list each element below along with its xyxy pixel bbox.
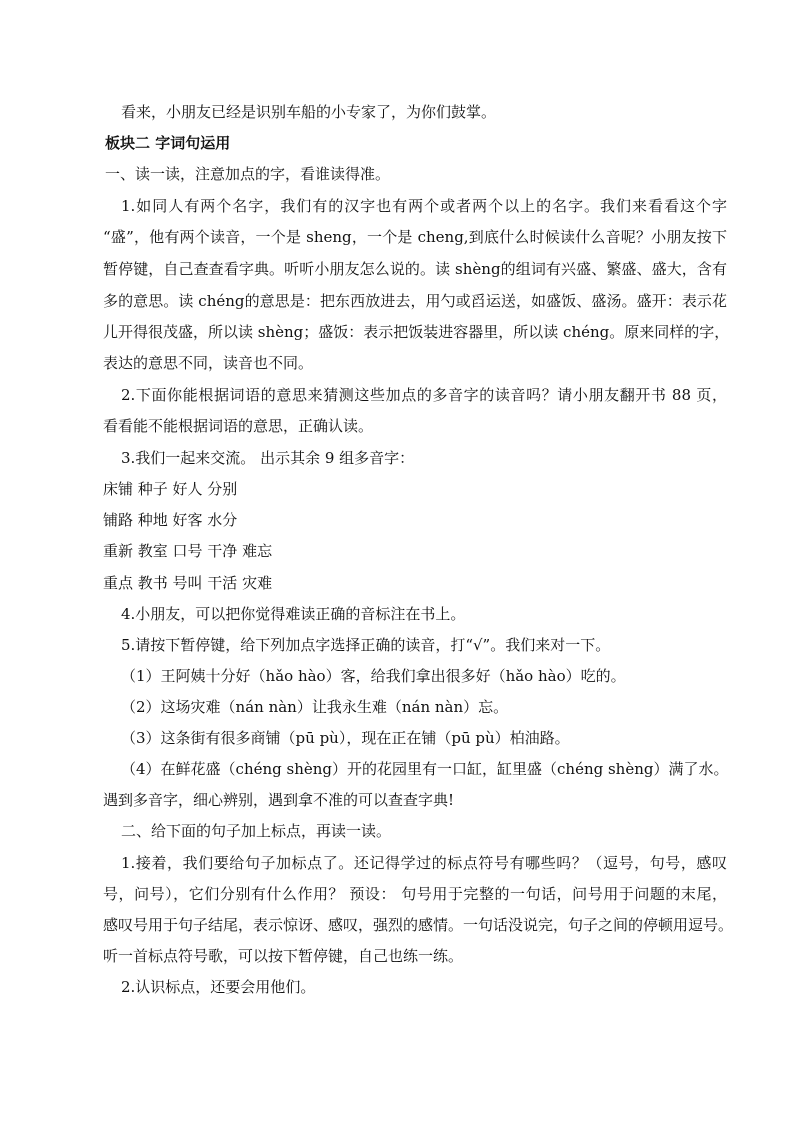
text-line: 4.小朋友，可以把你觉得难读正确的音标注在书上。 <box>121 605 466 623</box>
text-line: 一、读一读，注意加点的字，看谁读得准。 <box>105 165 391 183</box>
text-line: 儿开得很茂盛，所以读 shèng；盛饭：表示把饭装进容器里，所以读 chéng。原来同样的字， <box>103 323 730 341</box>
exercise-item: （4）在鲜花盛（chéng shèng）开的花园里有一口缸，缸里盛（chéng shèng）满了水。 <box>121 760 729 778</box>
word-group-line: 铺路 种地 好客 水分 <box>103 511 238 529</box>
text-line: 1.接着，我们要给句子加标点了。还记得学过的标点符号有哪些吗？（逗号，句号，感叹 <box>121 854 727 872</box>
text-line: 听一首标点符号歌，可以按下暂停键，自己也练一练。 <box>103 947 464 965</box>
text-line: “盛”，他有两个读音，一个是 sheng，一个是 cheng,到底什么时候读什么音呢？小朋友按下 <box>103 228 727 246</box>
text-line: 5.请按下暂停键，给下列加点字选择正确的读音，打“√”。我们来对一下。 <box>121 636 611 654</box>
text-line: 感叹号用于句子结尾，表示惊讶、感叹，强烈的感情。一句话没说完，句子之间的停顿用逗号。 <box>103 916 734 934</box>
text-line: 看看能不能根据词语的意思，正确认读。 <box>103 417 374 435</box>
word-group-line: 重新 教室 口号 干净 难忘 <box>103 542 273 560</box>
word-group-line: 重点 教书 号叫 干活 灾难 <box>103 574 273 592</box>
text-line: 遇到多音字，细心辨别，遇到拿不准的可以查查字典! <box>103 791 455 809</box>
text-line: 表达的意思不同，读音也不同。 <box>103 354 314 372</box>
text-line: 看来，小朋友已经是识别车船的小专家了，为你们鼓掌。 <box>121 103 497 121</box>
text-line: 号，问号），它们分别有什么作用？ 预设： 句号用于完整的一句话，问号用于问题的末尾， <box>103 885 727 903</box>
text-line: 二、给下面的句子加上标点，再读一读。 <box>121 822 392 840</box>
text-line: 2.认识标点，还要会用他们。 <box>121 978 316 996</box>
text-line: 2.下面你能根据词语的意思来猜测这些加点的多音字的读音吗？请小朋友翻开书 88 页， <box>121 386 727 404</box>
exercise-item: （1）王阿姨十分好（hǎo hào）客，给我们拿出很多好（hǎo hào）吃的。 <box>121 667 626 685</box>
exercise-item: （3）这条街有很多商铺（pū pù），现在正在铺（pū pù）柏油路。 <box>121 729 570 747</box>
text-line: 多的意思。读 chéng的意思是：把东西放进去，用勺或舀运送，如盛饭、盛汤。盛开：表示花 <box>103 292 727 310</box>
text-line: 3.我们一起来交流。 出示其余 9 组多音字： <box>121 449 415 467</box>
exercise-item: （2）这场灾难（nán nàn）让我永生难（nán nàn）忘。 <box>121 698 509 716</box>
text-line: 1.如同人有两个名字，我们有的汉字也有两个或者两个以上的名字。我们来看看这个字 <box>121 197 727 215</box>
word-group-line: 床铺 种子 好人 分别 <box>103 480 238 498</box>
section-heading: 板块二 字词句运用 <box>105 134 231 152</box>
text-line: 暂停键，自己查查看字典。听听小朋友怎么说的。读 shèng的组词有兴盛、繁盛、盛大，含有 <box>103 260 727 278</box>
